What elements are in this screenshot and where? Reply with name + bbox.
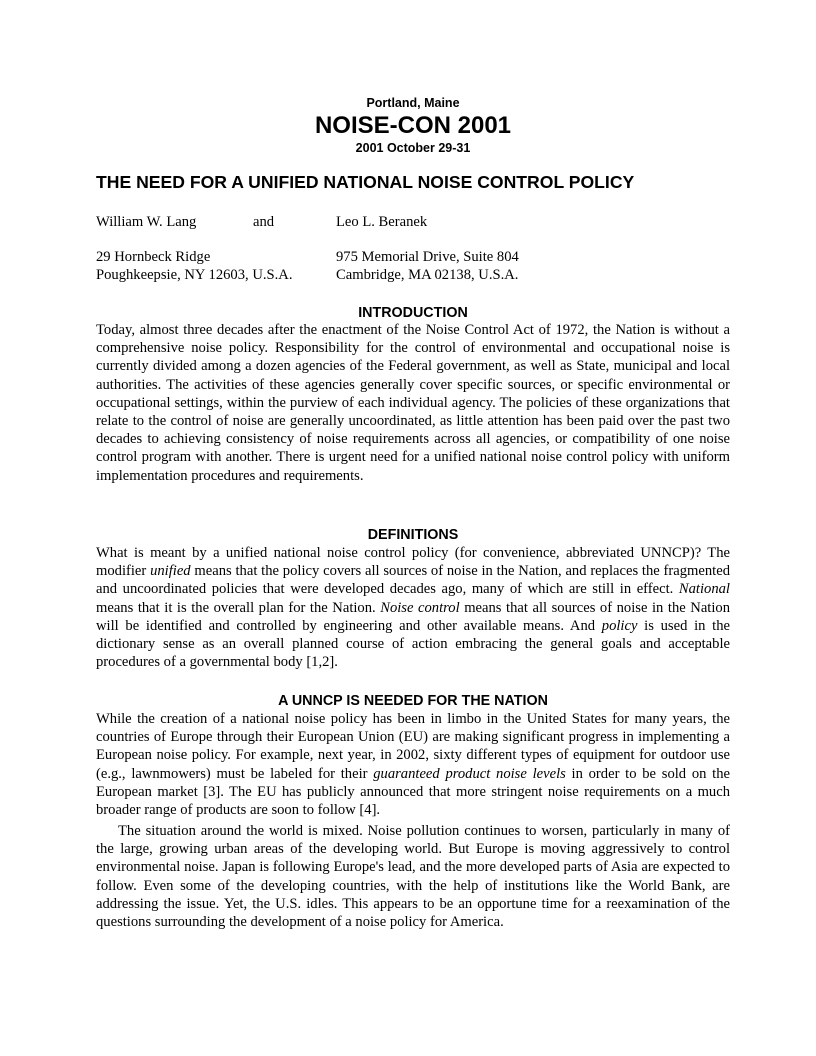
definitions-heading: DEFINITIONS (367, 527, 459, 543)
author2-address-line1: 975 Memorial Drive, Suite 804 (336, 249, 519, 265)
term-guaranteed-levels: guaranteed product noise levels (373, 765, 566, 782)
need-paragraph-1: While the creation of a national noise policy has been in limbo in the United States for many years, the countries of Europe through their European Union (EU) are making significant progress in implementing a European noise policy. For example, next year, in 2002, sixty different types of equipment for outdoor use (e.g., lawnmowers) must be labeled for their guaranteed product noise levels in order to be sold on the European market [3]. The EU has publicly announced that more stringent noise requirements on a much broader range of products are soon to follow [4]. (96, 711, 730, 819)
author-conjunction: and (253, 214, 275, 230)
conference-venue: Portland, Maine (366, 96, 460, 110)
author1-address-line1: 29 Hornbeck Ridge (96, 249, 211, 265)
introduction-paragraph: Today, almost three decades after the enactment of the Noise Control Act of 1972, the Nation is without a comprehensive noise policy. Responsibility for the control of environmental and occupational noise is currently divided among a dozen agencies of the Federal government, as well as State, municipal and local authorities. The activities of these agencies generally cover specific sources, or specific environmental or occupational settings, within the purview of each individual agency. The policies of these organizations that relate to the control of noise are generally uncoordinated, as little attention has been paid over the past two decades to achieving consistency of noise requirements across all agencies, or compatibility of one noise control program with another. There is urgent need for a unified national noise control policy with uniform implementation procedures and requirements. (96, 322, 730, 484)
term-national: National (678, 581, 730, 598)
definitions-paragraph: What is meant by a unified national noise control policy (for convenience, abbreviated UNNCP)? The modifier unified means that the policy covers all sources of noise in the Nation, and replaces the fragmented and uncoordinated policies that were developed decades ago, many of which are still in effect. National means that it is the overall plan for the Nation. Noise control means that all sources of noise in the Nation will be identified and controlled by engineering and other available means. And policy is used in the dictionary sense as an overall planned course of action embracing the general goals and acceptable procedures of a governmental body [1,2]. (96, 545, 730, 671)
author2-name: Leo L. Beranek (336, 214, 428, 230)
conference-dates: 2001 October 29-31 (355, 141, 471, 155)
need-paragraph-2: The situation around the world is mixed. Noise pollution continues to worsen, particularly in many of the large, growing urban areas of the developing world. But Europe is moving aggressively to control environmental noise. Japan is following Europe's lead, and the more developed parts of Asia are expected to follow. Even some of the developing countries, with the help of institutions like the World Bank, are addressing the issue. Yet, the U.S. idles. This appears to be an opportune time for a reexamination of the questions surrounding the development of a noise policy for America. (96, 823, 730, 931)
term-policy: policy (601, 617, 638, 634)
paper-title: THE NEED FOR A UNIFIED NATIONAL NOISE CONTROL POLICY (96, 172, 635, 192)
introduction-heading: INTRODUCTION (358, 305, 468, 321)
author1-address-line2: Poughkeepsie, NY 12603, U.S.A. (96, 267, 293, 283)
conference-name: NOISE-CON 2001 (314, 112, 512, 139)
need-heading: A UNNCP IS NEEDED FOR THE NATION (278, 693, 548, 709)
term-noise-control: Noise control (380, 599, 460, 616)
author2-address-line2: Cambridge, MA 02138, U.S.A. (336, 267, 519, 283)
author1-name: William W. Lang (96, 214, 197, 230)
term-unified: unified (150, 563, 191, 580)
